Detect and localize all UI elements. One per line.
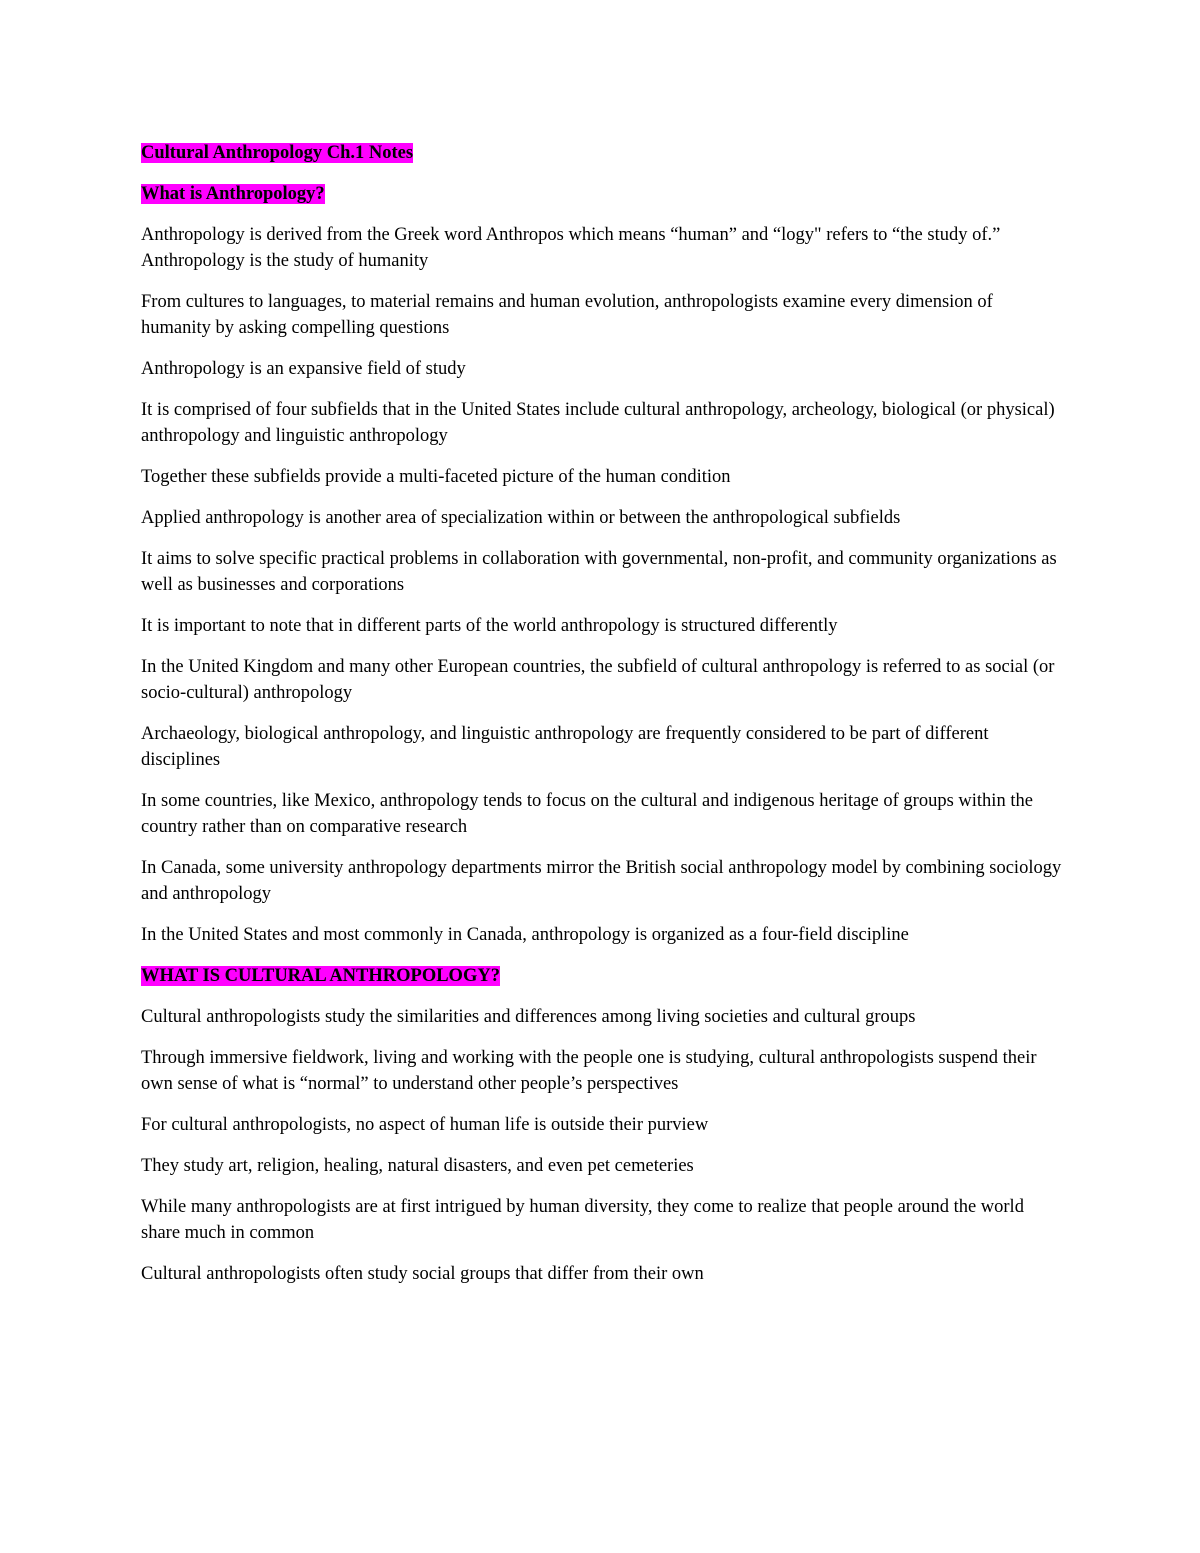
paragraph: Applied anthropology is another area of specialization within or between the anthropological subfields: [141, 508, 901, 528]
paragraph: It aims to solve specific practical problems in collaboration with governmental, non-profit, and community organizations as well as businesses and corporations: [141, 549, 1057, 595]
paragraph: In the United Kingdom and many other European countries, the subfield of cultural anthropology is referred to as social (or socio-cultural) anthropology: [141, 657, 1055, 703]
paragraph: Together these subfields provide a multi-faceted picture of the human condition: [141, 467, 731, 487]
document-body: [141, 140, 1066, 1302]
paragraph: Anthropology is derived from the Greek word Anthropos which means “human” and “logy" refers to “the study of.” Anthropology is the study of humanity: [141, 225, 1001, 271]
paragraph: From cultures to languages, to material remains and human evolution, anthropologists examine every dimension of humanity by asking compelling questions: [141, 292, 993, 338]
paragraph: Archaeology, biological anthropology, and linguistic anthropology are frequently considered to be part of different disciplines: [141, 724, 989, 770]
document-title-text: Cultural Anthropology Ch.1 Notes: [141, 143, 414, 163]
paragraph: In the United States and most commonly in Canada, anthropology is organized as a four-field discipline: [141, 925, 909, 945]
paragraph: While many anthropologists are at first intrigued by human diversity, they come to realize that people around the world share much in common: [141, 1197, 1024, 1243]
paragraph: It is important to note that in different parts of the world anthropology is structured differently: [141, 616, 838, 636]
paragraph: Cultural anthropologists often study social groups that differ from their own: [141, 1264, 704, 1284]
section-heading-text: WHAT IS CULTURAL ANTHROPOLOGY?: [141, 966, 500, 986]
paragraph: Through immersive fieldwork, living and working with the people one is studying, cultural anthropologists suspend their own sense of what is “normal” to understand other people’s perspectives: [141, 1048, 1037, 1094]
paragraph: It is comprised of four subfields that in the United States include cultural anthropology, archeology, biological (or physical) anthropology and linguistic anthropology: [141, 400, 1055, 446]
paragraph: For cultural anthropologists, no aspect of human life is outside their purview: [141, 1115, 709, 1135]
paragraph: They study art, religion, healing, natural disasters, and even pet cemeteries: [141, 1156, 694, 1176]
section-heading-text: What is Anthropology?: [141, 184, 325, 204]
paragraph: In Canada, some university anthropology departments mirror the British social anthropology model by combining sociology and anthropology: [141, 858, 1062, 904]
document-title: [141, 140, 1066, 166]
section-heading-what-is-cultural-anthropology: [141, 963, 1066, 989]
paragraph: In some countries, like Mexico, anthropology tends to focus on the cultural and indigenous heritage of groups within the country rather than on comparative research: [141, 791, 1033, 837]
paragraph: Anthropology is an expansive field of study: [141, 359, 466, 379]
paragraph: Cultural anthropologists study the similarities and differences among living societies and cultural groups: [141, 1007, 916, 1027]
section-heading-what-is-anthropology: [141, 181, 1066, 207]
